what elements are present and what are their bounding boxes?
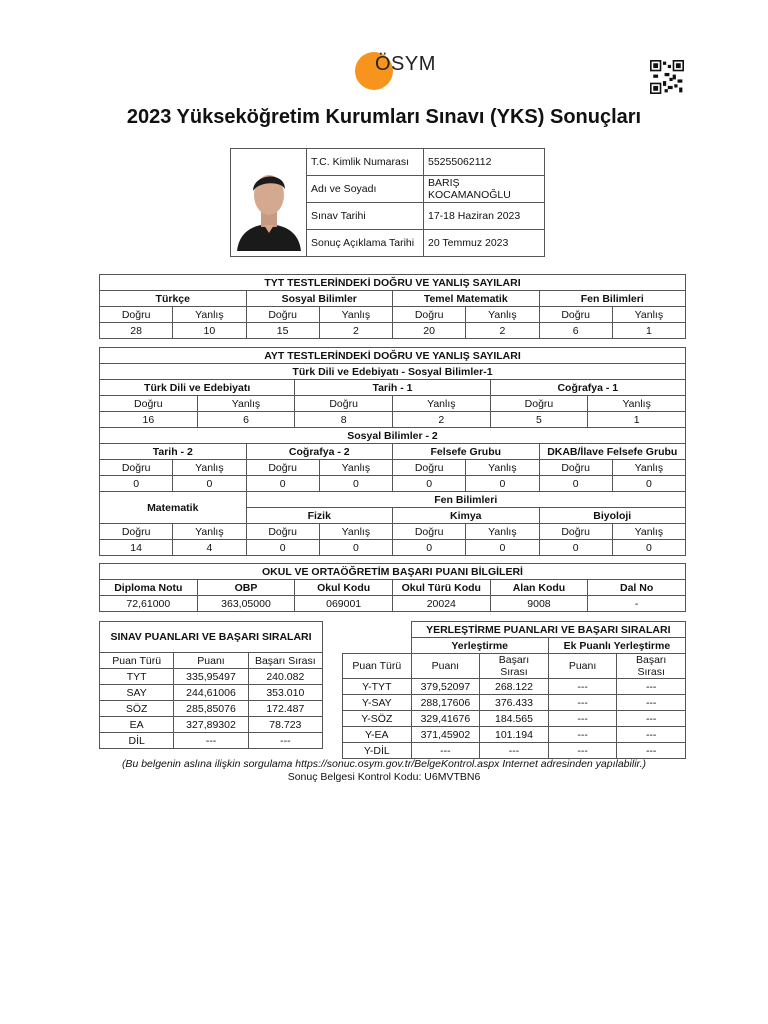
table-row: [100, 412, 686, 428]
tyt-value: 2: [319, 323, 392, 339]
photo-cell: [231, 149, 307, 257]
ayt-value: 14: [100, 540, 173, 556]
puan: 335,95497: [174, 669, 248, 685]
ayt-value: 0: [466, 476, 539, 492]
table-row: [343, 679, 686, 695]
yer-header: Başarı Sırası: [480, 654, 549, 679]
table-row: [343, 727, 686, 743]
ayt-value: 0: [246, 476, 319, 492]
yer-yerlestirme: Yerleştirme: [411, 638, 548, 654]
dogru-header: Doğru: [246, 524, 319, 540]
yanlis-header: Yanlış: [173, 524, 246, 540]
control-code: Sonuç Belgesi Kontrol Kodu: U6MVTBN6: [287, 771, 481, 783]
dogru-header: Doğru: [246, 460, 319, 476]
puan-turu: SAY: [100, 685, 174, 701]
basari-sirasi: 101.194: [480, 727, 549, 743]
ayt-fen: Fen Bilimleri: [246, 492, 686, 508]
ayt-matematik: Matematik: [100, 492, 247, 524]
tyt-subject: Türkçe: [100, 291, 247, 307]
tyt-value: 1: [612, 323, 685, 339]
basari-sirasi: 172.487: [248, 701, 322, 717]
yanlis-header: Yanlış: [466, 460, 539, 476]
sinav-header: Puanı: [174, 653, 248, 669]
puan-turu: Y-SAY: [343, 695, 412, 711]
puan: 379,52097: [411, 679, 480, 695]
ayt-subject: Fizik: [246, 508, 393, 524]
okul-value: 20024: [392, 596, 490, 612]
yer-header: Puanı: [548, 654, 617, 679]
okul-header: OBP: [197, 580, 295, 596]
ayt-subject: Tarih - 1: [295, 380, 490, 396]
ek-puan: ---: [548, 679, 617, 695]
table-row: [100, 540, 686, 556]
ayt-value: 8: [295, 412, 393, 428]
basari-sirasi: 240.082: [248, 669, 322, 685]
tyt-subject: Temel Matematik: [393, 291, 540, 307]
qr-code-icon: [650, 60, 684, 94]
ayt-title: AYT TESTLERİNDEKİ DOĞRU VE YANLIŞ SAYILARI: [100, 348, 686, 364]
tyt-title: TYT TESTLERİNDEKİ DOĞRU VE YANLIŞ SAYILARI: [100, 275, 686, 291]
tyt-subject: Fen Bilimleri: [539, 291, 686, 307]
puan-turu: Y-SÖZ: [343, 711, 412, 727]
yanlis-header: Yanlış: [612, 524, 685, 540]
ek-sira: ---: [617, 727, 686, 743]
ayt-subject: Coğrafya - 1: [490, 380, 685, 396]
basari-sirasi: 268.122: [480, 679, 549, 695]
ayt-subject: Kimya: [393, 508, 540, 524]
yanlis-header: Yanlış: [466, 307, 539, 323]
ayt-value: 1: [588, 412, 686, 428]
okul-header: Diploma Notu: [100, 580, 198, 596]
name-value: BARIŞ KOCAMANOĞLU: [424, 176, 545, 203]
puan: 244,61006: [174, 685, 248, 701]
tyt-value: 10: [173, 323, 246, 339]
puan-turu: TYT: [100, 669, 174, 685]
puan: 371,45902: [411, 727, 480, 743]
ek-sira: ---: [617, 679, 686, 695]
ayt-table-1: [99, 347, 686, 428]
ayt-subject: Tarih - 2: [100, 444, 247, 460]
tyt-value: 20: [393, 323, 466, 339]
okul-header: Alan Kodu: [490, 580, 588, 596]
yanlis-header: Yanlış: [588, 396, 686, 412]
yanlis-header: Yanlış: [612, 307, 685, 323]
person-photo-icon: [231, 153, 306, 253]
puan: 285,85076: [174, 701, 248, 717]
basari-sirasi: ---: [248, 733, 322, 749]
puan: 327,89302: [174, 717, 248, 733]
okul-header: Dal No: [588, 580, 686, 596]
yer-header: Puanı: [411, 654, 480, 679]
page-title: 2023 Yükseköğretim Kurumları Sınavı (YKS) Sonuçları: [126, 106, 642, 128]
puan: ---: [411, 743, 480, 759]
dogru-header: Doğru: [295, 396, 393, 412]
tyt-table: [99, 274, 686, 339]
okul-header: Okul Kodu: [295, 580, 393, 596]
puan-turu: DİL: [100, 733, 174, 749]
ayt-value: 0: [319, 476, 392, 492]
okul-value: 363,05000: [197, 596, 295, 612]
yer-header: Başarı Sırası: [617, 654, 686, 679]
ayt-value: 6: [197, 412, 295, 428]
result-date-label: Sonuç Açıklama Tarihi: [307, 230, 424, 257]
table-row: [100, 685, 323, 701]
ayt-value: 0: [612, 476, 685, 492]
dogru-header: Doğru: [539, 524, 612, 540]
dogru-header: Doğru: [393, 460, 466, 476]
verification-note: (Bu belgenin aslına ilişkin sorgulama https://sonuc.osym.gov.tr/BelgeKontrol.aspx Internet adresinden yapılabilir.): [121, 758, 647, 770]
puan-turu: Y-DİL: [343, 743, 412, 759]
ek-sira: ---: [617, 711, 686, 727]
ayt-subject: Biyoloji: [539, 508, 686, 524]
ayt-value: 0: [539, 540, 612, 556]
tc-value: 55255062112: [424, 149, 545, 176]
ayt-value: 4: [173, 540, 246, 556]
ayt-group-2: Sosyal Bilimler - 2: [100, 428, 686, 444]
ayt-value: 0: [539, 476, 612, 492]
okul-value: 069001: [295, 596, 393, 612]
yanlis-header: Yanlış: [319, 460, 392, 476]
table-row: [343, 743, 686, 759]
okul-value: 9008: [490, 596, 588, 612]
yanlis-header: Yanlış: [173, 460, 246, 476]
ayt-value: 2: [392, 412, 490, 428]
puan-turu: Y-EA: [343, 727, 412, 743]
basari-sirasi: ---: [480, 743, 549, 759]
dogru-header: Doğru: [490, 396, 588, 412]
table-row: [100, 733, 323, 749]
basari-sirasi: 78.723: [248, 717, 322, 733]
puan-turu: EA: [100, 717, 174, 733]
dogru-header: Doğru: [393, 524, 466, 540]
ayt-value: 5: [490, 412, 588, 428]
okul-value: -: [588, 596, 686, 612]
okul-header: Okul Türü Kodu: [392, 580, 490, 596]
dogru-header: Doğru: [539, 460, 612, 476]
okul-value: 72,61000: [100, 596, 198, 612]
yer-title: YERLEŞTİRME PUANLARI VE BAŞARI SIRALARI: [411, 622, 685, 638]
puan-turu: Y-TYT: [343, 679, 412, 695]
identity-table: [230, 148, 545, 257]
basari-sirasi: 353.010: [248, 685, 322, 701]
tyt-subject: Sosyal Bilimler: [246, 291, 393, 307]
dogru-header: Doğru: [100, 524, 173, 540]
table-row: [100, 717, 323, 733]
yanlis-header: Yanlış: [466, 524, 539, 540]
ayt-value: 0: [173, 476, 246, 492]
tyt-value: 28: [100, 323, 173, 339]
table-row: [343, 711, 686, 727]
table-row: [343, 695, 686, 711]
okul-title: OKUL VE ORTAÖĞRETİM BAŞARI PUANI BİLGİLERİ: [100, 564, 686, 580]
ek-puan: ---: [548, 695, 617, 711]
name-label: Adı ve Soyadı: [307, 176, 424, 203]
ayt-subject: Türk Dili ve Edebiyatı: [100, 380, 295, 396]
okul-table: [99, 563, 686, 612]
puan-turu: SÖZ: [100, 701, 174, 717]
yer-header: Puan Türü: [343, 654, 412, 679]
table-row: [100, 476, 686, 492]
dogru-header: Doğru: [393, 307, 466, 323]
tyt-value: 15: [246, 323, 319, 339]
ek-puan: ---: [548, 711, 617, 727]
ayt-table-2: [99, 427, 686, 556]
yanlis-header: Yanlış: [392, 396, 490, 412]
sinav-title: SINAV PUANLARI VE BAŞARI SIRALARI: [100, 622, 323, 653]
puan: 329,41676: [411, 711, 480, 727]
ayt-value: 0: [393, 476, 466, 492]
yanlis-header: Yanlış: [173, 307, 246, 323]
sinav-header: Başarı Sırası: [248, 653, 322, 669]
yanlis-header: Yanlış: [612, 460, 685, 476]
ayt-value: 0: [393, 540, 466, 556]
tc-label: T.C. Kimlik Numarası: [307, 149, 424, 176]
ayt-value: 0: [246, 540, 319, 556]
tyt-value: 2: [466, 323, 539, 339]
ek-sira: ---: [617, 695, 686, 711]
table-row: [100, 596, 686, 612]
table-row: [100, 701, 323, 717]
identity-row: [231, 149, 545, 176]
ayt-value: 0: [612, 540, 685, 556]
logo-text: ÖSYM: [375, 53, 436, 75]
dogru-header: Doğru: [100, 396, 198, 412]
sinav-table: [99, 621, 323, 749]
result-date-value: 20 Temmuz 2023: [424, 230, 545, 257]
tyt-value: 6: [539, 323, 612, 339]
ek-puan: ---: [548, 727, 617, 743]
ek-sira: ---: [617, 743, 686, 759]
empty-cell: [343, 622, 412, 654]
ayt-value: 0: [466, 540, 539, 556]
dogru-header: Doğru: [539, 307, 612, 323]
yerlestirme-table: [342, 621, 686, 759]
puan: ---: [174, 733, 248, 749]
ayt-value: 0: [100, 476, 173, 492]
ayt-subject: Felsefe Grubu: [393, 444, 540, 460]
sinav-header: Puan Türü: [100, 653, 174, 669]
yanlis-header: Yanlış: [197, 396, 295, 412]
ayt-subject: DKAB/İlave Felsefe Grubu: [539, 444, 686, 460]
ayt-subject: Coğrafya - 2: [246, 444, 393, 460]
basari-sirasi: 376.433: [480, 695, 549, 711]
puan: 288,17606: [411, 695, 480, 711]
exam-date-label: Sınav Tarihi: [307, 203, 424, 230]
yanlis-header: Yanlış: [319, 524, 392, 540]
table-row: [100, 669, 323, 685]
exam-date-value: 17-18 Haziran 2023: [424, 203, 545, 230]
table-row: [100, 323, 686, 339]
ayt-value: 0: [319, 540, 392, 556]
dogru-header: Doğru: [100, 307, 173, 323]
dogru-header: Doğru: [246, 307, 319, 323]
ek-puan: ---: [548, 743, 617, 759]
osym-logo: [355, 50, 475, 94]
basari-sirasi: 184.565: [480, 711, 549, 727]
yanlis-header: Yanlış: [319, 307, 392, 323]
dogru-header: Doğru: [100, 460, 173, 476]
ayt-value: 16: [100, 412, 198, 428]
yer-ek: Ek Puanlı Yerleştirme: [548, 638, 685, 654]
ayt-group-1: Türk Dili ve Edebiyatı - Sosyal Bilimler-1: [100, 364, 686, 380]
